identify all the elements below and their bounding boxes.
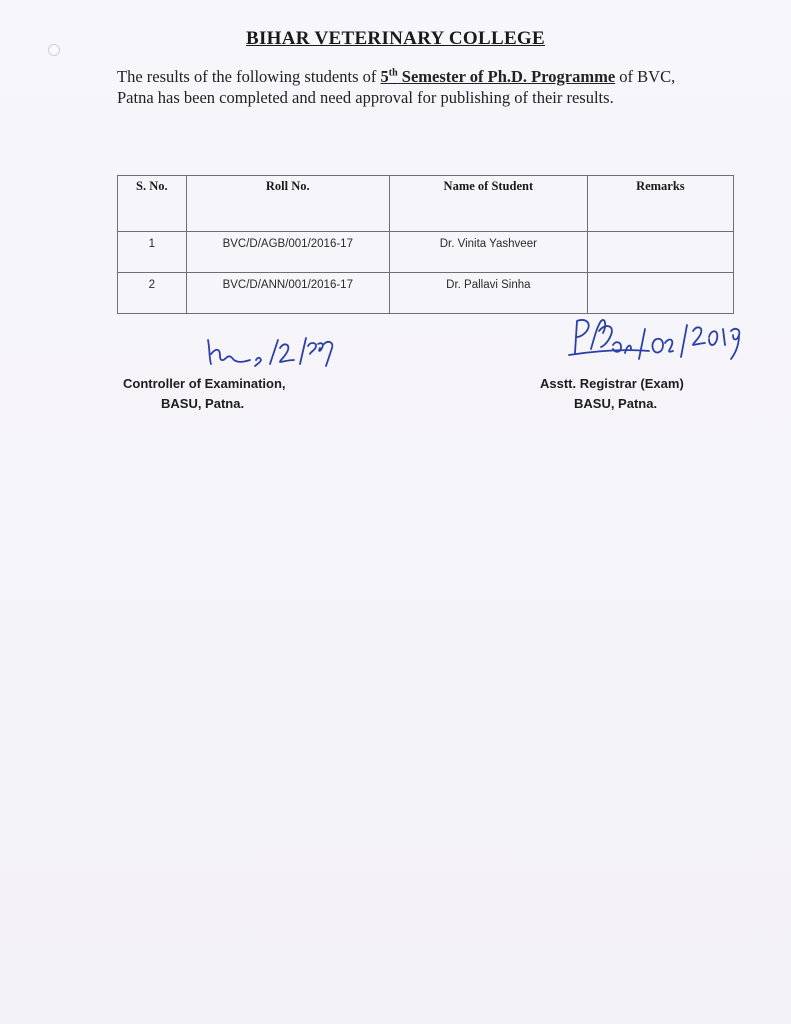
intro-text-start: The results of the following students of: [117, 67, 381, 86]
registrar-place: BASU, Patna.: [574, 396, 658, 411]
controller-signature: [200, 330, 340, 374]
cell-student-name: Dr. Vinita Yashveer: [389, 232, 587, 273]
header-roll-no: Roll No.: [186, 176, 389, 232]
cell-sno: 1: [118, 232, 187, 273]
semester-programme: Semester of Ph.D. Programme: [397, 67, 616, 86]
table-header-row: [118, 176, 734, 232]
cell-student-name: Dr. Pallavi Sinha: [389, 273, 587, 314]
intro-paragraph: [117, 66, 677, 108]
results-table: [117, 175, 734, 314]
cell-remarks: [587, 273, 733, 314]
controller-designation: Controller of Examination,: [123, 376, 286, 391]
table-row: [118, 273, 734, 314]
document-title: BIHAR VETERINARY COLLEGE: [246, 28, 545, 49]
cell-roll-no: BVC/D/ANN/001/2016-17: [186, 273, 389, 314]
semester-number: 5: [380, 67, 389, 86]
semester-emphasis: [381, 67, 616, 86]
intro-text-end: of BVC, Patna has been completed and need approval for publishing of their results.: [117, 67, 676, 107]
header-remarks: Remarks: [587, 176, 733, 232]
registrar-signature-block: [540, 374, 684, 414]
header-sno: S. No.: [118, 176, 187, 232]
registrar-signature: [565, 315, 745, 367]
cell-roll-no: BVC/D/AGB/001/2016-17: [186, 232, 389, 273]
table-row: [118, 232, 734, 273]
controller-signature-block: [123, 374, 286, 414]
registrar-designation: Asstt. Registrar (Exam): [540, 376, 684, 391]
cell-sno: 2: [118, 273, 187, 314]
header-student-name: Name of Student: [389, 176, 587, 232]
cell-remarks: [587, 232, 733, 273]
controller-place: BASU, Patna.: [161, 396, 245, 411]
semester-suffix: th: [388, 67, 398, 79]
